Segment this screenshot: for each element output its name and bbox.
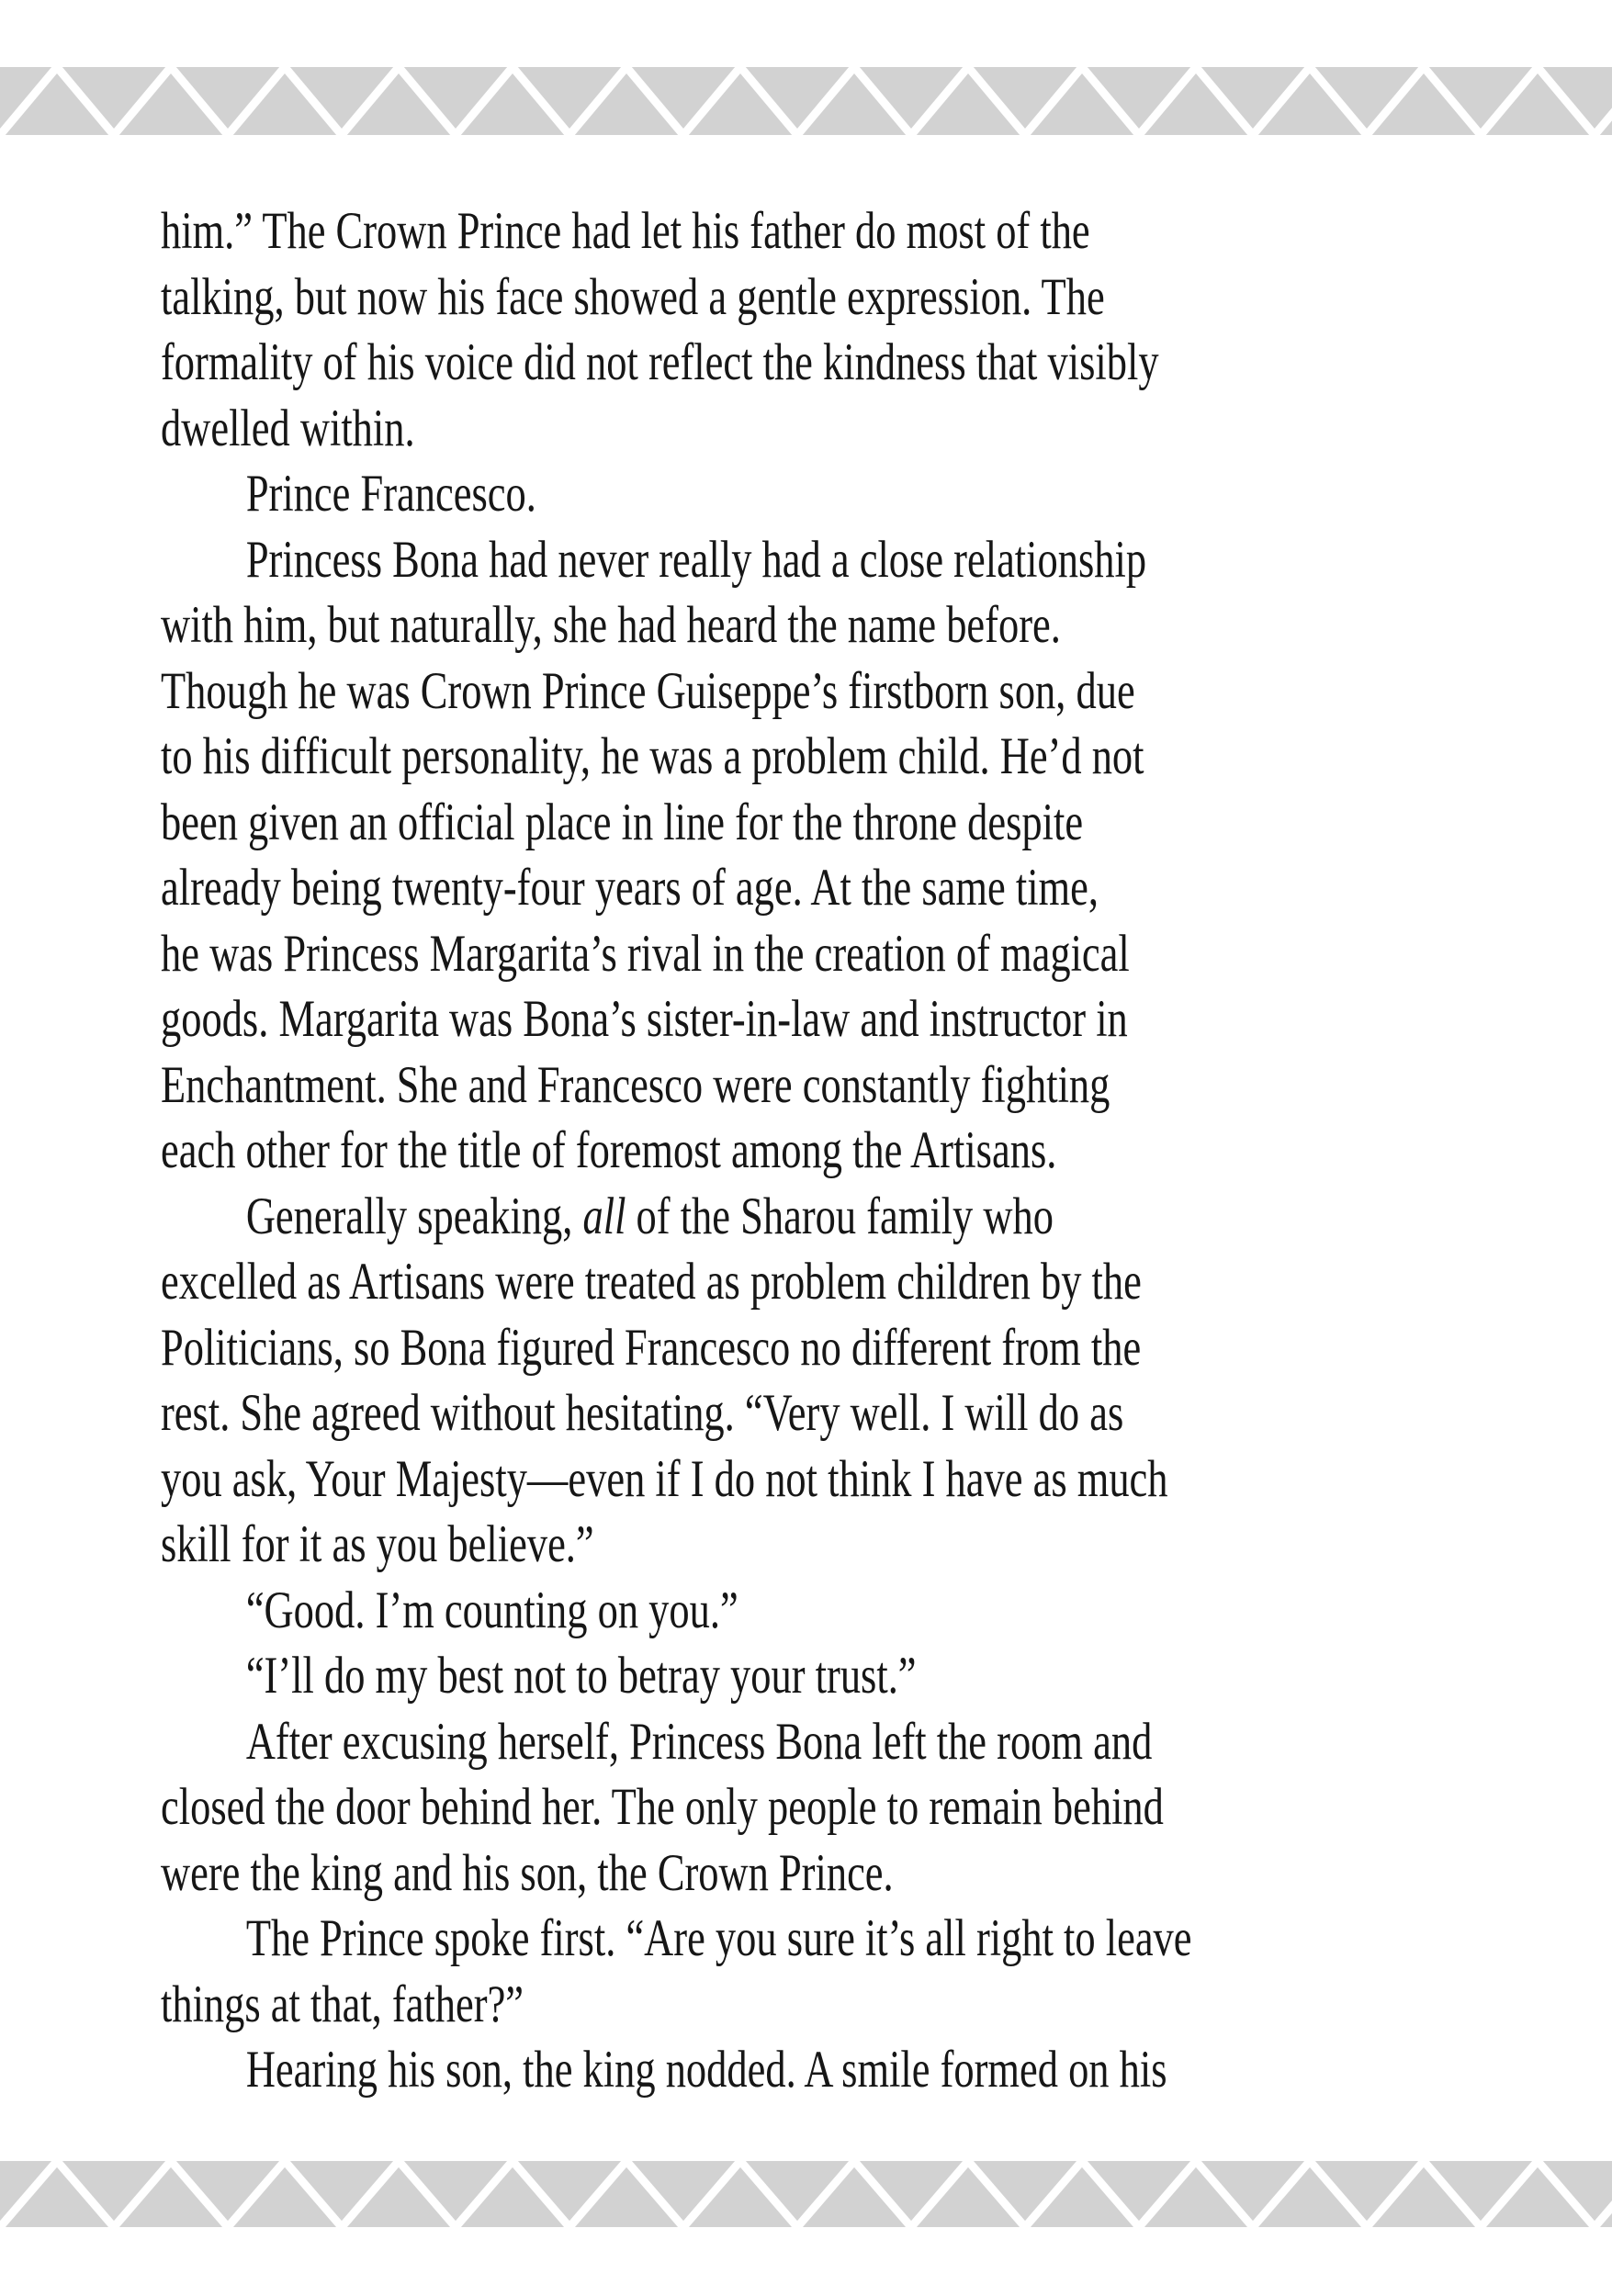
text-segment: Enchantment. She and Francesco were constantly fighting <box>161 1055 1110 1114</box>
text-segment: things at that, father?” <box>161 1975 524 2033</box>
text-segment: “I’ll do my best not to betray your trust.” <box>245 1647 917 1705</box>
text-line <box>161 264 1450 331</box>
text-line <box>161 986 1450 1052</box>
text-segment: dwelled within. <box>161 399 415 457</box>
text-segment: were the king and his son, the Crown Prince. <box>161 1843 894 1902</box>
text-line <box>161 1446 1450 1513</box>
text-line <box>161 1184 1450 1250</box>
text-line <box>161 921 1450 987</box>
text-segment: goods. Margarita was Bona’s sister-in-law and instructor in <box>161 990 1128 1048</box>
text-line <box>161 1709 1450 1775</box>
text-segment: Though he was Crown Prince Guiseppe’s firstborn son, due <box>161 661 1135 720</box>
triangle-border-top <box>0 67 1612 135</box>
text-line <box>161 1840 1450 1907</box>
text-segment: After excusing herself, Princess Bona left the room and <box>245 1712 1153 1771</box>
emphasized-word: all <box>582 1187 626 1245</box>
text-segment: rest. She agreed without hesitating. “Very well. I will do as <box>161 1384 1124 1442</box>
text-line <box>161 1643 1450 1709</box>
text-segment: him.” The Crown Prince had let his father do most of the <box>161 202 1090 260</box>
text-line <box>161 2037 1450 2103</box>
text-segment: he was Princess Margarita’s rival in the creation of magical <box>161 924 1130 983</box>
text-segment: excelled as Artisans were treated as problem children by the <box>161 1253 1142 1311</box>
text-segment: Politicians, so Bona figured Francesco no different from the <box>161 1318 1142 1377</box>
text-line <box>161 1052 1450 1119</box>
text-line <box>161 592 1450 658</box>
text-line <box>161 1512 1450 1578</box>
text-segment: to his difficult personality, he was a problem child. He’d not <box>161 727 1144 785</box>
text-segment: Princess Bona had never really had a close relationship <box>245 530 1147 589</box>
text-line <box>161 855 1450 921</box>
text-segment: been given an official place in line for the throne despite <box>161 793 1084 851</box>
text-segment: “Good. I’m counting on you.” <box>245 1581 738 1639</box>
triangle-border-bottom <box>0 2161 1612 2227</box>
text-line <box>161 1118 1450 1184</box>
text-segment: you ask, Your Majesty—even if I do not think I have as much <box>161 1449 1168 1508</box>
text-line <box>161 658 1450 725</box>
text-segment: talking, but now his face showed a gentle expression. The <box>161 267 1105 326</box>
text-segment: already being twenty-four years of age. At the same time, <box>161 859 1099 917</box>
text-segment: formality of his voice did not reflect the kindness that visibly <box>161 333 1159 391</box>
text-line <box>161 1380 1450 1446</box>
text-segment: Generally speaking, <box>245 1187 583 1245</box>
text-line <box>161 1774 1450 1840</box>
text-line <box>161 396 1450 462</box>
text-segment: with him, but naturally, she had heard the name before. <box>161 596 1061 654</box>
text-line <box>161 330 1450 396</box>
text-segment: The Prince spoke first. “Are you sure it’s all right to leave <box>245 1909 1192 1967</box>
page-text <box>161 198 1450 2103</box>
text-segment: skill for it as you believe.” <box>161 1515 594 1573</box>
text-segment: Prince Francesco. <box>245 465 536 523</box>
text-line <box>161 1972 1450 2038</box>
text-line <box>161 1249 1450 1315</box>
text-segment: Hearing his son, the king nodded. A smile formed on his <box>245 2041 1167 2099</box>
text-line <box>161 1315 1450 1381</box>
text-line <box>161 527 1450 593</box>
text-line <box>161 790 1450 856</box>
text-segment: each other for the title of foremost among the Artisans. <box>161 1121 1057 1179</box>
text-segment: of the Sharou family who <box>626 1187 1054 1245</box>
text-line <box>161 1578 1450 1644</box>
text-line <box>161 198 1450 264</box>
text-line <box>161 1906 1450 1972</box>
text-line <box>161 461 1450 527</box>
text-line <box>161 724 1450 790</box>
text-segment: closed the door behind her. The only people to remain behind <box>161 1778 1164 1836</box>
